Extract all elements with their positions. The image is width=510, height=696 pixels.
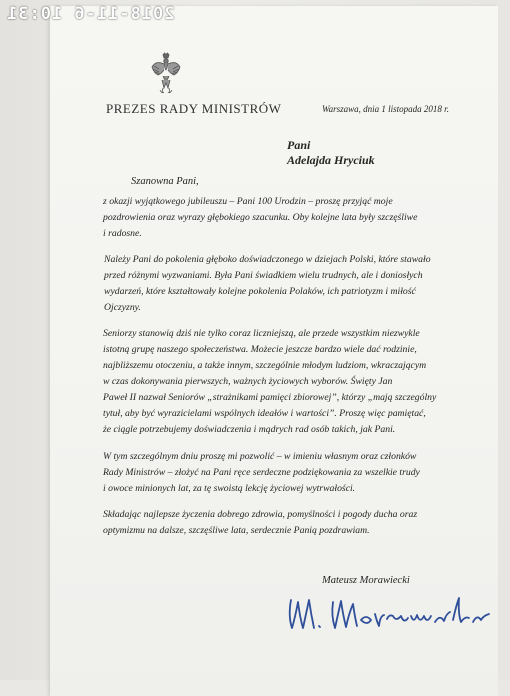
body-line: w czas dokonywania pierwszych, ważnych życiowych wyborów. Święty Jan xyxy=(103,376,393,387)
body-line: i radosne. xyxy=(103,228,142,239)
body-line: z okazji wyjątkowego jubileuszu – Pani 100 Urodzin – proszę przyjąć moje xyxy=(103,196,393,207)
body-line: Rady Ministrów – złożyć na Pani ręce serdeczne podziękowania za wszelkie trudy xyxy=(103,467,420,478)
signer-name: Mateusz Morawiecki xyxy=(322,575,410,586)
body-line: i owoce minionych lat, za tę swoistą lekcję życiowej wytrwałości. xyxy=(103,483,356,494)
body-line: wydarzeń, które kształtowały kolejne pokolenia Polaków, ich patriotyzm i miłość xyxy=(104,286,416,297)
office-title: PREZES RADY MINISTRÓW xyxy=(106,101,282,116)
body-line: przed różnymi wyzwaniami. Była Pani świadkiem wielu trudnych, ale i doniosłych xyxy=(104,270,423,281)
body-line: Seniorzy stanowią dziś nie tylko coraz liczniejszą, ale przede wszystkim niezwykle xyxy=(103,328,420,339)
body-line: istotną grupę naszego społeczeństwa. Możecie jeszcze bardzo wiele dać rodzinie, xyxy=(103,344,417,355)
body-line: optymizmu na dalsze, szczęśliwe lata, serdecznie Panią pozdrawiam. xyxy=(103,525,370,536)
body-line: Ojczyzny. xyxy=(104,302,141,313)
body-line: że ciągle potrzebujemy doświadczenia i mądrych rad osób takich, jak Pani. xyxy=(103,424,396,435)
date-place: Warszawa, dnia 1 listopada 2018 r. xyxy=(322,104,449,114)
recipient-name: Adelajda Hryciuk xyxy=(287,153,375,167)
body-line: pozdrowienia oraz wyrazy głębokiego szacunku. Oby kolejne lata były szczęśliwe xyxy=(103,212,418,223)
body-line: Paweł II nazwał Seniorów „strażnikami pamięci zbiorowej”, którzy „mają szczególny xyxy=(103,392,437,403)
polish-eagle-emblem-icon xyxy=(150,52,182,96)
body-line: Składając najlepsze życzenia dobrego zdrowia, pomyślności i pogody ducha oraz xyxy=(103,509,418,520)
handwritten-signature xyxy=(283,588,503,634)
body-line: Należy Pani do pokolenia głęboko doświadczonego w dziejach Polski, które stawało xyxy=(104,254,431,265)
photo-timestamp: 2018-11-6 10:31 xyxy=(6,4,175,24)
body-line: W tym szczególnym dniu proszę mi pozwolić – w imieniu własnym oraz członków xyxy=(103,451,417,462)
greeting: Szanowna Pani, xyxy=(131,176,199,187)
body-line: najbliższemu otoczeniu, a także innym, szczególnie młodym ludziom, wkraczającym xyxy=(103,360,427,371)
recipient-salutation: Pani xyxy=(287,138,311,152)
body-line: tytuł, aby być wyrazicielami wspólnych ideałów i wartości”. Proszę więc pamiętać, xyxy=(103,408,426,419)
